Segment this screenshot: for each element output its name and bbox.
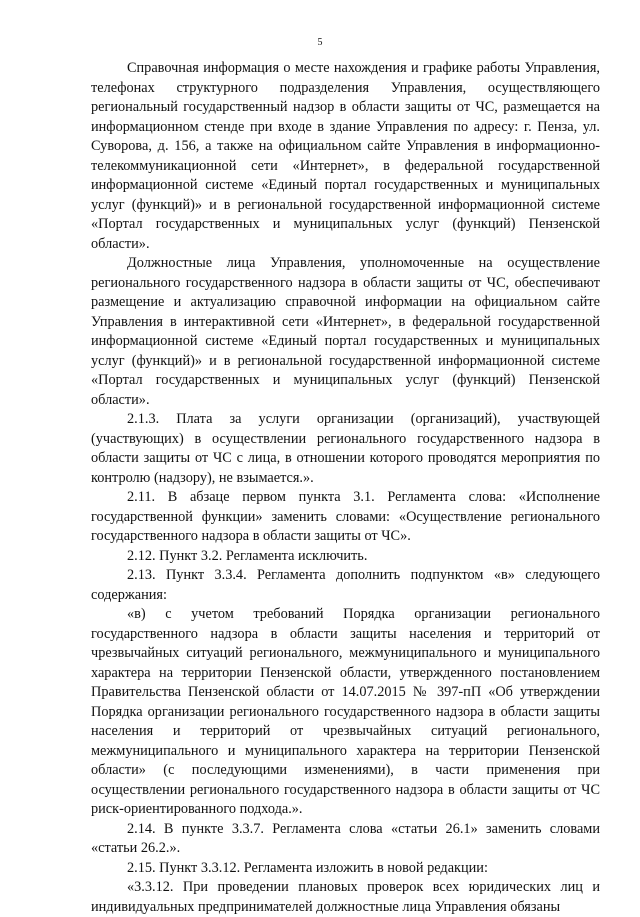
paragraph-reference-info: Справочная информация о месте нахождения и графике работы Управления, телефонах структурного подразделения Управления, осуществляющего региональный государственный надзор в области защиты от ЧС, размещается на информационном стенде при входе в здание Управления по адресу: г. Пенза, ул. Суворова, д. 156, а также на официальном сайте Управления в информационно-телекоммуникационной сети «Интернет», в федеральной государственной информационной системе «Единый портал государственных и муниципальных услуг (функций)» и в региональной государственной информационной системе «Портал государственных и муниципальных услуг (функций) Пензенской области». xyxy=(91,60,600,252)
page-number: 5 xyxy=(317,37,323,48)
document-body xyxy=(91,59,600,917)
paragraph-2-12: 2.12. Пункт 3.2. Регламента исключить. xyxy=(127,547,368,564)
paragraph-2-1-3: 2.1.3. Плата за услуги организации (организаций), участвующей (участвующих) в осуществлении регионального государственного надзора в области защиты от ЧС с лица, в отношении которого проводятся мероприятия по контролю (надзору), не взымается.». xyxy=(91,411,600,486)
paragraph-officials-duties: Должностные лица Управления, уполномоченные на осуществление регионального государственного надзора в области защиты от ЧС, обеспечивают размещение и актуализацию справочной информации на официальном сайте Управления в интерактивной сети «Интернет», в федеральной государственной информационной системе «Единый портал государственных и муниципальных услуг (функций)» и в региональной государственной информационной системе «Портал государственных и муниципальных услуг (функций) Пензенской области». xyxy=(91,255,600,408)
paragraph-subitem-v: «в) с учетом требований Порядка организации регионального государственного надзора в области защиты населения и территорий от чрезвычайных ситуаций регионального, межмуниципального и муниципального характера на территории Пензенской области, утвержденного постановлением Правительства Пензенской области от 14.07.2015 № 397-пП «Об утверждении Порядка организации регионального государственного надзора в области защиты населения и территорий от чрезвычайных ситуаций регионального, межмуниципального и муниципального характера на территории Пензенской области» (с последующими изменениями), в части применения при осуществлении регионального государственного надзора в области защиты от ЧС риск-ориентированного подхода.». xyxy=(91,606,600,817)
paragraph-2-13: 2.13. Пункт 3.3.4. Регламента дополнить подпунктом «в» следующего содержания: xyxy=(91,567,600,603)
paragraph-3-3-12: «3.3.12. При проведении плановых проверок всех юридических лиц и индивидуальных предпринимателей должностные лица Управления обязаны xyxy=(91,879,600,915)
paragraph-2-11: 2.11. В абзаце первом пункта 3.1. Регламента слова: «Исполнение государственной функции» заменить словами: «Осуществление регионального государственного надзора в области защиты от ЧС». xyxy=(91,489,600,544)
paragraph-2-14: 2.14. В пункте 3.3.7. Регламента слова «статьи 26.1» заменить словами «статьи 26.2.». xyxy=(91,820,600,856)
paragraph-2-15: 2.15. Пункт 3.3.12. Регламента изложить в новой редакции: xyxy=(127,859,488,876)
